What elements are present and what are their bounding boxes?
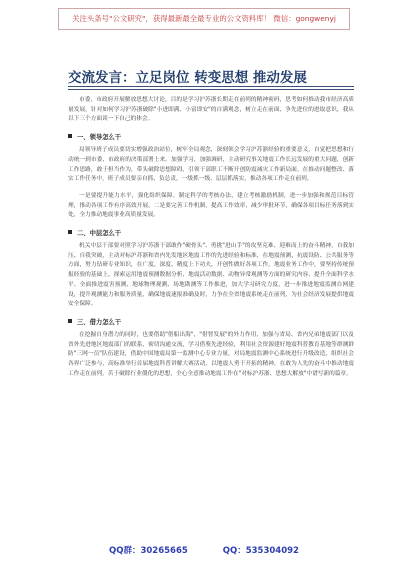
contact-footer [0, 544, 408, 556]
section-heading: 二、中层怎么干 [68, 228, 354, 237]
section-leaders [68, 132, 354, 221]
bullet-square-icon [68, 230, 72, 234]
article-body [68, 96, 354, 386]
section-paragraph: 局领导班子成员要切实增强政治站位，树牢全局观念，深刻领会学习沪苏浙经验的重要意义，自觉把思想和行动统一到市委、市政府的决策部署上来。加强学习，加强调研，主动研究事关地震工作长远发展的重大问题，创新工作思路，敢于担当作为，带头破除思想障碍，引领干部职工不断开创防震减灾工作新局面。在推动问题整改、落实工作任务中，班子成员要亲自抓、负总责，一级抓一级、层层抓落实，推动各项工作走在前列。 [68, 147, 354, 183]
bullet-square-icon [68, 134, 72, 138]
section-middle-managers [68, 228, 354, 310]
section-heading: 三、借力怎么干 [68, 317, 354, 326]
title-rule-bottom [68, 89, 354, 90]
section-paragraph: 一是要提升能力水平，强化组织保障。制定科学的考核办法，建立考核激励机制，进一步加强和规范目标管理，推动各项工作有序高效开展。二是要完善工作机制，提高工作效率，减少审批环节，确保各项目标任务落到实处，全力推动地震事业高质量发展。 [68, 192, 354, 219]
promo-banner: 关注头条号"公文研究"，获得最新最全最专业的公文资料库！ 微信：gongwenyj [58, 8, 350, 30]
page-title: 交流发言：立足岗位 转变思想 推动发展 [68, 70, 307, 86]
intro-paragraph: 市委、市政府开展解放思想大讨论，目的是学习沪苏浙长期走在前列的精神密码，思考如何推动我市经济高质量发展。针对如何学习沪苏浙破除"小进即满、小富即安"的自满观念，树立走在前面、争先进位的进取意识，我从以下三个方面谈一下自己的体会。 [68, 97, 354, 123]
qq-group-label: QQ群：30265665 [109, 546, 188, 556]
section-paragraph: 在挖掘自身潜力的同时，也要借助"借船出海"，"借智发展"的外力作用，加强与省局、省内兄弟地震部门以及省外先进地区地震部门的联系，密切沟通交流，学习借鉴先进经验，利用社会资源建好地震科普教育基地等群测群防"三网一员"队伍建设，借助中国地震局第一监测中心专业力量，对局地震监测中心系统进行升级改造，组织社会各界广泛参与，高标准举行首届地震科普讲解大赛活动，以地震人勇于开拓的精神，在敢为人先的奋斗中推动地震工作走在前列。苦于破除行业僵化的思想，全心全意推动地震工作在"对标沪苏浙、思想大解放"中谱写新的篇章。 [68, 331, 354, 377]
title-rule-top [68, 86, 354, 87]
section-heading: 一、领导怎么干 [68, 132, 354, 141]
bullet-square-icon [68, 319, 72, 323]
section-paragraph: 机关中层干部要对照学习沪苏浙干部敢作"硬骨头"、勇挑"进山手"的攻坚克难、迎难而上的奋斗精神，自我加压、自我突破，主动对标沪苏浙和省内先发地区地震工作的先进经验和标准，在地震预测、抗震设防、公共服务等方面，努力钻研专业知识，在广度、深度、精度上下功夫，开创性做好各项工作。地震业务工作中，要坚持传统预报经验的基础上，探索运用地震预测数据分析，地震活动数据、动物异常观测等方面的研究内容，提升全面科学水平。全面推进震害预测、地球物理观测、场地勘测等工作推进，加大学习研究力度，进一步推进地震监测台网建设，提升观测能力和服务质量，确保地震速报准确及时，力争在全省地震系统走在前列，为社会经济发展提供地震安全保障。 [68, 243, 354, 308]
qq-label: QQ：535304092 [222, 546, 299, 556]
section-leverage [68, 317, 354, 380]
